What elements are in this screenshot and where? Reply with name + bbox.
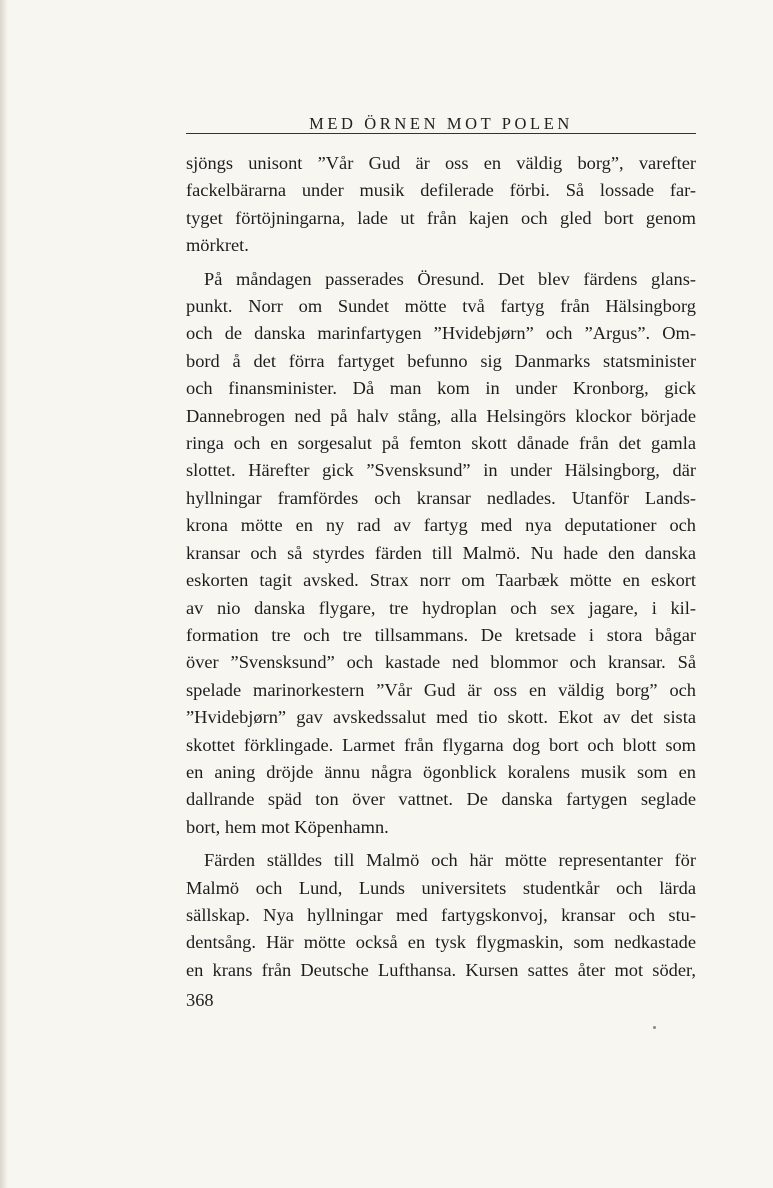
- page-binding-shadow: [0, 0, 8, 1188]
- text-line: sällskap. Nya hyllningar med fartygskonvoj, kransar och stu-: [186, 904, 696, 925]
- text-line: en aning dröjde ännu några ögonblick koralens musik som en: [186, 761, 696, 782]
- text-line: och finansminister. Då man kom in under Kronborg, gick: [186, 378, 696, 399]
- text-line: tyget förtöjningarna, lade ut från kajen och gled bort genom: [186, 207, 696, 228]
- text-line: fackelbärarna under musik defilerade förbi. Så lossade far-: [186, 180, 696, 201]
- text-line: ”Hvidebjørn” gav avskedssalut med tio skott. Ekot av det sista: [186, 707, 696, 728]
- body-text: [186, 150, 696, 984]
- text-line: av nio danska flygare, tre hydroplan och sex jagare, i kil-: [186, 597, 696, 618]
- text-line: kransar och så styrdes färden till Malmö. Nu hade den danska: [186, 542, 696, 563]
- page-number: 368: [186, 990, 214, 1010]
- text-line: spelade marinorkestern ”Vår Gud är oss en väldig borg” och: [186, 679, 696, 700]
- running-head: MED ÖRNEN MOT POLEN: [309, 114, 573, 133]
- text-line: och de danska marinfartygen ”Hvidebjørn” och ”Argus”. Om-: [186, 323, 696, 344]
- text-line: Malmö och Lund, Lunds universitets studentkår och lärda: [186, 877, 696, 898]
- paragraph-2: [186, 266, 696, 842]
- text-line: ringa och en sorgesalut på femton skott dånade från det gamla: [186, 433, 696, 454]
- text-line: sjöngs unisont ”Vår Gud är oss en väldig borg”, varefter: [186, 153, 696, 173]
- paragraph-1: [186, 150, 696, 260]
- text-line: Färden ställdes till Malmö och här mötte representanter för: [204, 850, 696, 871]
- text-line: bort, hem mot Köpenhamn.: [186, 816, 389, 837]
- text-line: På måndagen passerades Öresund. Det blev färdens glans-: [204, 268, 696, 289]
- text-line: över ”Svensksund” och kastade ned blommor och kransar. Så: [186, 652, 696, 673]
- text-line: bord å det förra fartyget befunno sig Danmarks statsminister: [186, 350, 696, 371]
- text-line: punkt. Norr om Sundet mötte två fartyg från Hälsingborg: [186, 296, 696, 317]
- text-line: en krans från Deutsche Lufthansa. Kursen sattes åter mot söder,: [186, 959, 696, 980]
- text-line: dallrande späd ton över vattnet. De danska fartygen seglade: [186, 789, 696, 810]
- text-line: krona mötte en ny rad av fartyg med nya deputationer och: [186, 515, 696, 536]
- text-line: skottet förklingade. Larmet från flygarna dog bort och blott som: [186, 734, 696, 755]
- paragraph-3: [186, 847, 696, 984]
- text-line: slottet. Härefter gick ”Svensksund” in under Hälsingborg, där: [186, 460, 696, 481]
- text-line: dentsång. Här mötte också en tysk flygmaskin, som nedkastade: [186, 932, 696, 953]
- text-line: formation tre och tre tillsammans. De kretsade i stora bågar: [186, 624, 696, 645]
- text-line: mörkret.: [186, 235, 249, 256]
- text-line: Dannebrogen ned på halv stång, alla Helsingörs klockor började: [186, 405, 696, 426]
- header-rule: [186, 133, 696, 134]
- text-line: hyllningar framfördes och kransar nedlades. Utanför Lands-: [186, 487, 696, 508]
- paper-speck: [653, 1026, 656, 1029]
- text-line: eskorten tagit avsked. Strax norr om Taarbæk mötte en eskort: [186, 570, 696, 591]
